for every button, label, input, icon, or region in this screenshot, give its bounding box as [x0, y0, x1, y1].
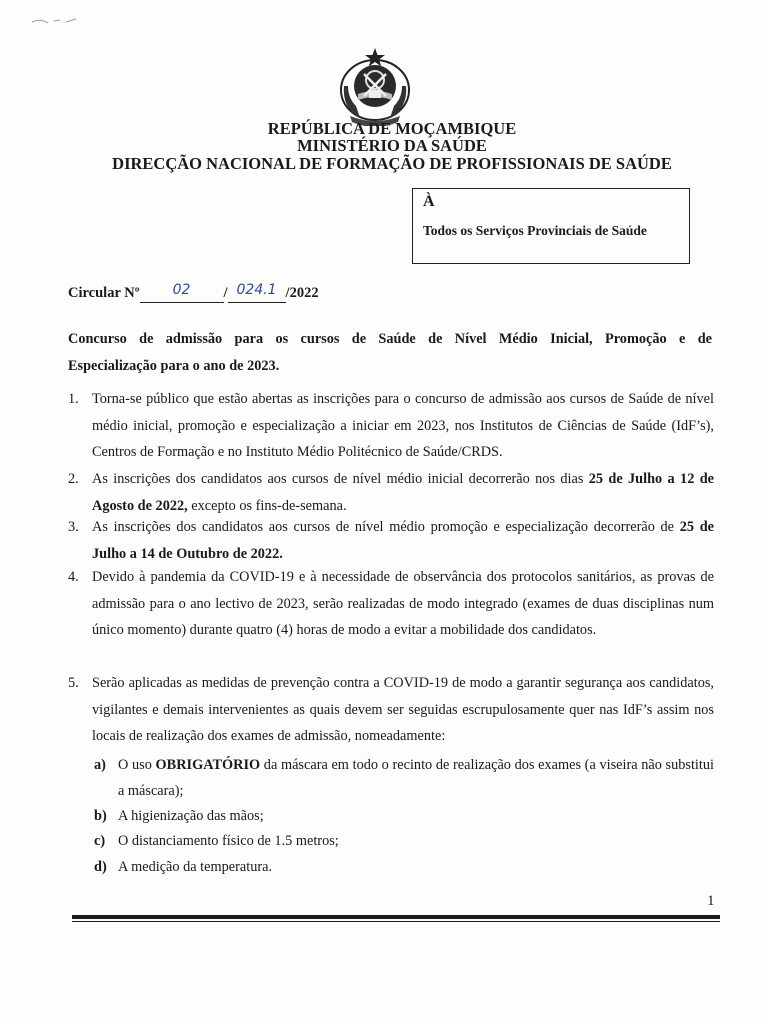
list-item-dates: 25 de Julho a 12 de Agosto de 2022, [92, 471, 714, 514]
sub-list-item-label: c) [94, 833, 106, 849]
mozambique-coat-of-arms-icon [336, 46, 414, 126]
circular-reference [68, 282, 319, 303]
sub-list-item [94, 752, 714, 804]
sub-list-item [94, 803, 714, 829]
list-item-text: Torna-se público que estão abertas as inscrições para o concurso de admissão aos cursos de Saúde de nível médio inicial, promoção e especialização a iniciar em 2023, nos Institutos de Ciências de Saúde (IdF’s), Centros de Formação e no Instituto Médio Politécnico de Saúde/CRDS. [92, 391, 714, 460]
list-item-text [92, 466, 714, 519]
list-item-number: 5. [68, 675, 79, 691]
list-item-text: Devido à pandemia da COVID-19 e à necessidade de observância dos protocolos sanitários, as provas de admissão para o ano lectivo de 2023, serão realizadas de modo integrado (exames de duas disciplinas num único momento) durante quatro (4) horas de modo a evitar a mobilidade dos candidatos. [92, 569, 714, 638]
sub-list-item-text: A higienização das mãos; [118, 808, 264, 824]
sub-list-item-text: O distanciamento físico de 1.5 metros; [118, 833, 339, 849]
circular-year: /2022 [285, 285, 319, 301]
sub-list-item-emphasis: OBRIGATÓRIO [155, 757, 261, 773]
list-item-number: 4. [68, 569, 79, 585]
address-recipient: Todos os Serviços Provinciais de Saúde [423, 223, 647, 238]
list-item [68, 466, 714, 519]
header-country: REPÚBLICA DE MOÇAMBIQUE [267, 119, 517, 138]
list-item [68, 564, 714, 644]
scan-mark [30, 14, 80, 28]
sub-list-item [94, 828, 714, 854]
list-item [68, 514, 714, 567]
sub-list-item-label: b) [94, 808, 107, 824]
circular-code-handwritten: 024.1 [236, 282, 277, 298]
circular-label: Circular Nº [68, 285, 140, 301]
footer-rule [72, 915, 720, 919]
sub-list-item-text [118, 752, 714, 804]
list-item-text-part: excepto os fins-de-semana. [187, 497, 347, 514]
circular-code-blank [228, 282, 286, 303]
subject-line-1: Concurso de admissão para os cursos de Saúde de Nível Médio Inicial, Promoção e de [68, 331, 712, 347]
list-item-text-part: As inscrições dos candidatos aos cursos de nível médio inicial decorrerão nos dias [92, 471, 589, 487]
sub-list-item-label: d) [94, 859, 107, 875]
sub-list-item-text-part: da máscara em todo o recinto de realização dos exames (a viseira não substitui a máscara); [118, 757, 714, 799]
footer-rule-thin [72, 921, 720, 922]
subject-heading [68, 326, 712, 380]
sub-list-item-text-part: O uso [118, 757, 156, 773]
list-item [68, 670, 714, 750]
address-prefix: À [423, 193, 435, 210]
list-item-text-part: As inscrições dos candidatos aos cursos de nível médio promoção e especialização decorrerão de [92, 519, 680, 535]
header-ministry: MINISTÉRIO DA SAÚDE [297, 136, 487, 155]
sub-list-item [94, 854, 714, 880]
list-item-number: 1. [68, 391, 79, 407]
circular-number-blank [140, 282, 224, 303]
list-item [68, 386, 714, 466]
subject-line-2: Especialização para o ano de 2023. [68, 358, 280, 374]
circular-separator: / [223, 285, 228, 301]
header-directorate: DIRECÇÃO NACIONAL DE FORMAÇÃO DE PROFISSIONAIS DE SAÚDE [112, 154, 672, 173]
circular-number-handwritten: 02 [172, 282, 191, 298]
list-item-text [92, 514, 714, 567]
page-number: 1 [707, 893, 715, 909]
list-item-dates: 25 de Julho a 14 de Outubro de 2022. [92, 519, 714, 562]
sub-list-item-text: A medição da temperatura. [118, 859, 273, 875]
list-item-number: 2. [68, 471, 79, 487]
list-item-number: 3. [68, 519, 79, 535]
list-item-text: Serão aplicadas as medidas de prevenção contra a COVID-19 de modo a garantir segurança aos candidatos, vigilantes e demais intervenientes as quais devem ser seguidas escrupulosamente quer nas IdF’s assim nos locais de realização dos exames de admissão, nomeadamente: [92, 675, 714, 744]
address-box [412, 188, 690, 264]
sub-list-item-label: a) [94, 757, 106, 773]
